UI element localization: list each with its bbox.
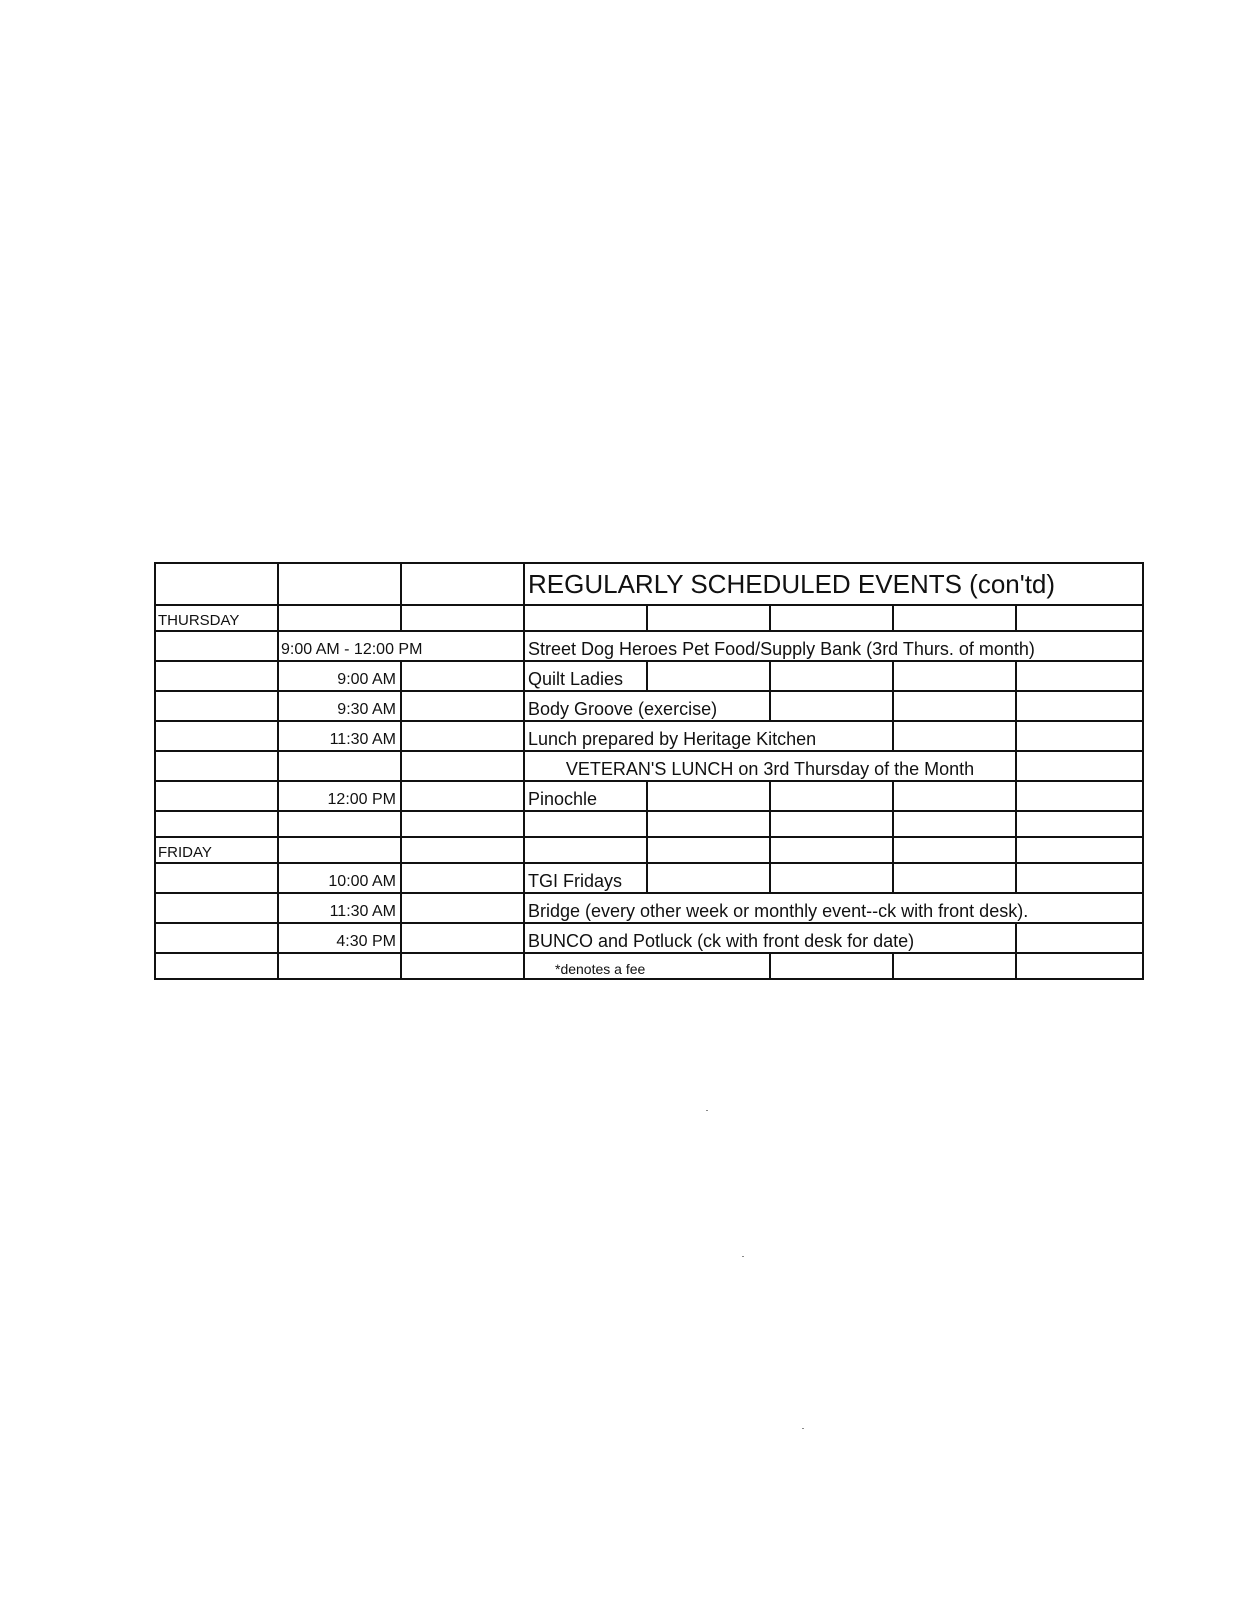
footnote-row	[155, 953, 1143, 979]
event-row	[155, 721, 1143, 751]
event-time: 12:00 PM	[278, 781, 401, 811]
event-name: BUNCO and Potluck (ck with front desk for date)	[524, 923, 1016, 953]
event-time: 9:30 AM	[278, 691, 401, 721]
events-table	[154, 562, 1144, 980]
event-row	[155, 863, 1143, 893]
event-row	[155, 923, 1143, 953]
event-name: Street Dog Heroes Pet Food/Supply Bank (3rd Thurs. of month)	[524, 631, 1143, 661]
event-row	[155, 631, 1143, 661]
event-time: 11:30 AM	[278, 893, 401, 923]
table-title: REGULARLY SCHEDULED EVENTS (con'td)	[524, 563, 1143, 605]
event-name: Quilt Ladies	[524, 661, 647, 691]
day-label-thursday: THURSDAY	[155, 605, 278, 631]
footnote: *denotes a fee	[524, 953, 770, 979]
event-row	[155, 691, 1143, 721]
event-time: 9:00 AM - 12:00 PM	[278, 631, 524, 661]
day-row-friday	[155, 837, 1143, 863]
event-time: 9:00 AM	[278, 661, 401, 691]
event-name: Bridge (every other week or monthly event--ck with front desk).	[524, 893, 1143, 923]
event-time: 4:30 PM	[278, 923, 401, 953]
day-row-thursday	[155, 605, 1143, 631]
event-name: TGI Fridays	[524, 863, 647, 893]
event-time: 11:30 AM	[278, 721, 401, 751]
title-row	[155, 563, 1143, 605]
event-row	[155, 781, 1143, 811]
scan-speck	[706, 1110, 708, 1111]
event-row	[155, 661, 1143, 691]
event-time: 10:00 AM	[278, 863, 401, 893]
event-name: Body Groove (exercise)	[524, 691, 770, 721]
scan-speck	[802, 1428, 804, 1429]
event-name: VETERAN'S LUNCH on 3rd Thursday of the Month	[524, 751, 1016, 781]
scan-speck	[742, 1256, 744, 1257]
day-label-friday: FRIDAY	[155, 837, 278, 863]
blank-row	[155, 811, 1143, 837]
event-name: Pinochle	[524, 781, 647, 811]
event-row	[155, 893, 1143, 923]
event-name: Lunch prepared by Heritage Kitchen	[524, 721, 893, 751]
event-row	[155, 751, 1143, 781]
